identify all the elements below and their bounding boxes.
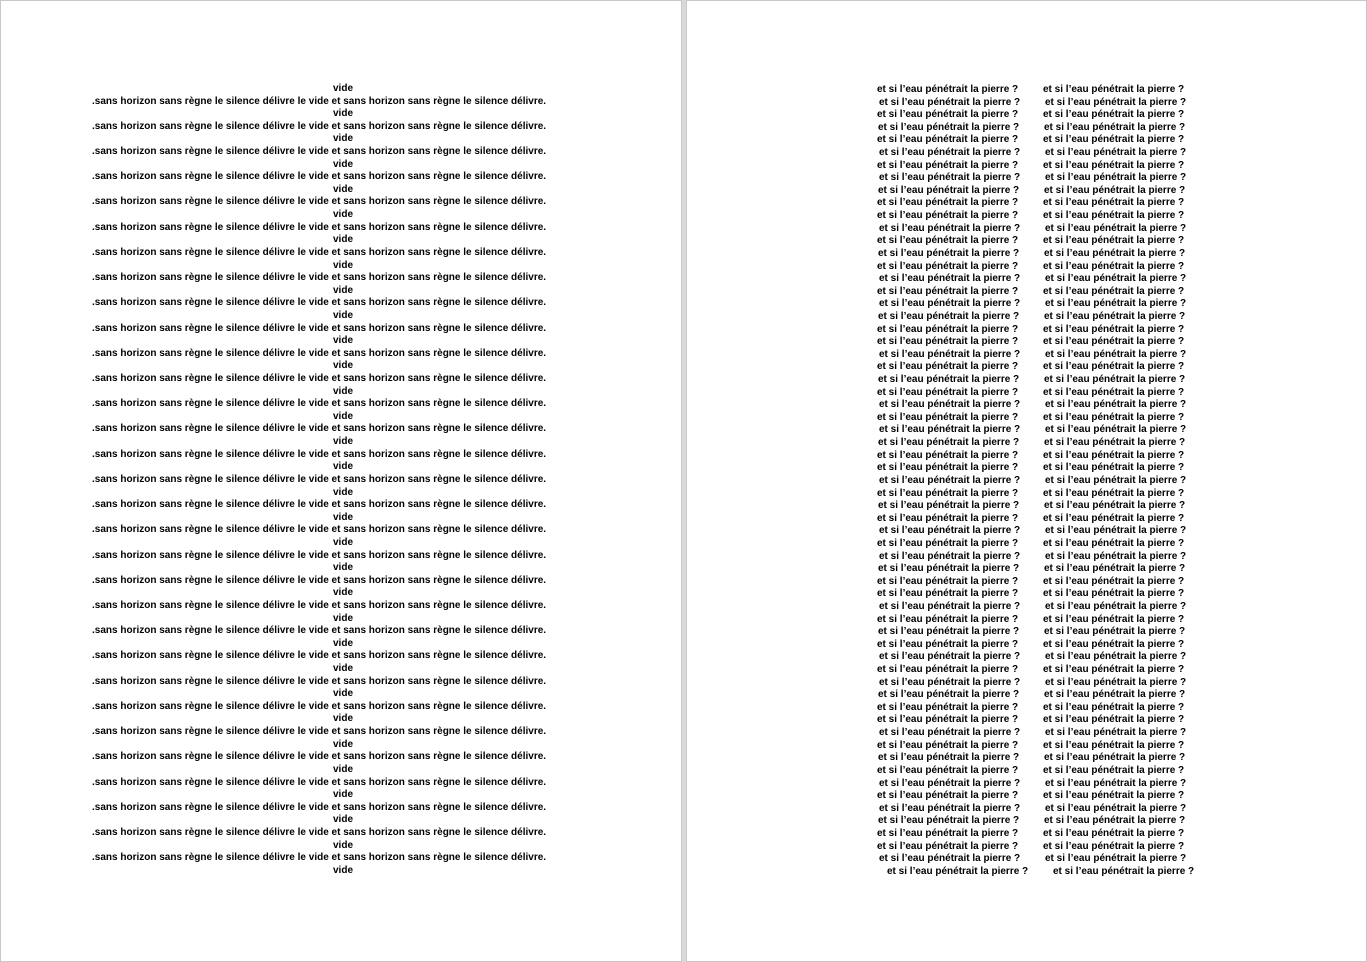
eau-phrase-right: et si l’eau pénétrait la pierre ? — [1045, 222, 1187, 234]
eau-phrase-right: et si l’eau pénétrait la pierre ? — [1045, 600, 1187, 612]
eau-line — [687, 462, 1367, 475]
sans-horizon-line: .sans horizon sans règne le silence délivre le vide et sans horizon sans règne le silence délivre. — [92, 549, 547, 561]
eau-phrase-right: et si l’eau pénétrait la pierre ? — [1044, 500, 1186, 512]
sans-horizon-line: .sans horizon sans règne le silence délivre le vide et sans horizon sans règne le silence délivre. — [92, 776, 547, 788]
eau-phrase-left: et si l’eau pénétrait la pierre ? — [879, 727, 1021, 739]
eau-line — [687, 626, 1367, 639]
eau-phrase-right: et si l’eau pénétrait la pierre ? — [1043, 235, 1185, 247]
eau-line — [687, 311, 1367, 324]
sans-horizon-line: .sans horizon sans règne le silence délivre le vide et sans horizon sans règne le silence délivre. — [92, 751, 547, 763]
eau-phrase-right: et si l’eau pénétrait la pierre ? — [1045, 298, 1187, 310]
eau-line — [687, 651, 1367, 664]
eau-line — [687, 84, 1367, 97]
eau-phrase-right: et si l’eau pénétrait la pierre ? — [1045, 172, 1187, 184]
sans-horizon-line: .sans horizon sans règne le silence délivre le vide et sans horizon sans règne le silence délivre. — [92, 423, 547, 435]
eau-phrase-left: et si l’eau pénétrait la pierre ? — [877, 210, 1019, 222]
eau-phrase-right: et si l’eau pénétrait la pierre ? — [1044, 752, 1186, 764]
eau-phrase-left: et si l’eau pénétrait la pierre ? — [879, 777, 1021, 789]
eau-line — [687, 500, 1367, 513]
vide-line: vide — [333, 713, 354, 725]
eau-phrase-right: et si l’eau pénétrait la pierre ? — [1045, 424, 1187, 436]
eau-phrase-right: et si l’eau pénétrait la pierre ? — [1044, 184, 1186, 196]
sans-horizon-line: .sans horizon sans règne le silence délivre le vide et sans horizon sans règne le silence délivre. — [92, 448, 547, 460]
vide-line: vide — [333, 259, 354, 271]
sans-horizon-line: .sans horizon sans règne le silence délivre le vide et sans horizon sans règne le silence délivre. — [92, 373, 547, 385]
eau-line — [687, 815, 1367, 828]
sans-horizon-line: .sans horizon sans règne le silence délivre le vide et sans horizon sans règne le silence délivre. — [92, 574, 547, 586]
eau-phrase-left: et si l’eau pénétrait la pierre ? — [877, 764, 1019, 776]
eau-line — [687, 702, 1367, 715]
eau-line — [687, 525, 1367, 538]
eau-phrase-right: et si l’eau pénétrait la pierre ? — [1045, 474, 1187, 486]
eau-line — [687, 601, 1367, 614]
eau-phrase-right: et si l’eau pénétrait la pierre ? — [1043, 575, 1185, 587]
eau-line — [687, 778, 1367, 791]
eau-line — [687, 197, 1367, 210]
vide-line: vide — [333, 511, 354, 523]
eau-phrase-right: et si l’eau pénétrait la pierre ? — [1044, 689, 1186, 701]
eau-line — [687, 450, 1367, 463]
eau-phrase-right: et si l’eau pénétrait la pierre ? — [1043, 537, 1185, 549]
eau-line — [687, 790, 1367, 803]
vide-line: vide — [333, 738, 354, 750]
eau-phrase-left: et si l’eau pénétrait la pierre ? — [879, 600, 1021, 612]
eau-phrase-left: et si l’eau pénétrait la pierre ? — [879, 853, 1021, 865]
eau-phrase-right: et si l’eau pénétrait la pierre ? — [1044, 626, 1186, 638]
eau-phrase-right: et si l’eau pénétrait la pierre ? — [1045, 676, 1187, 688]
eau-phrase-left: et si l’eau pénétrait la pierre ? — [877, 512, 1019, 524]
eau-line — [687, 664, 1367, 677]
eau-phrase-left: et si l’eau pénétrait la pierre ? — [877, 613, 1019, 625]
eau-phrase-left: et si l’eau pénétrait la pierre ? — [877, 260, 1019, 272]
eau-line — [687, 298, 1367, 311]
eau-phrase-right: et si l’eau pénétrait la pierre ? — [1043, 109, 1185, 121]
eau-phrase-left: et si l’eau pénétrait la pierre ? — [879, 525, 1021, 537]
eau-phrase-left: et si l’eau pénétrait la pierre ? — [879, 802, 1021, 814]
sans-horizon-line: .sans horizon sans règne le silence délivre le vide et sans horizon sans règne le silence délivre. — [92, 801, 547, 813]
eau-phrase-left: et si l’eau pénétrait la pierre ? — [877, 285, 1019, 297]
eau-phrase-left: et si l’eau pénétrait la pierre ? — [877, 386, 1019, 398]
eau-phrase-right: et si l’eau pénétrait la pierre ? — [1043, 134, 1185, 146]
eau-phrase-left: et si l’eau pénétrait la pierre ? — [878, 626, 1020, 638]
eau-phrase-right: et si l’eau pénétrait la pierre ? — [1043, 790, 1185, 802]
eau-phrase-left: et si l’eau pénétrait la pierre ? — [878, 500, 1020, 512]
sans-horizon-line: .sans horizon sans règne le silence délivre le vide et sans horizon sans règne le silence délivre. — [92, 852, 547, 864]
sans-horizon-line: .sans horizon sans règne le silence délivre le vide et sans horizon sans règne le silence délivre. — [92, 297, 547, 309]
eau-phrase-left: et si l’eau pénétrait la pierre ? — [878, 310, 1020, 322]
vide-line: vide — [333, 360, 354, 372]
eau-phrase-left: et si l’eau pénétrait la pierre ? — [877, 449, 1019, 461]
eau-phrase-left: et si l’eau pénétrait la pierre ? — [877, 537, 1019, 549]
eau-phrase-right: et si l’eau pénétrait la pierre ? — [1044, 815, 1186, 827]
eau-phrase-left: et si l’eau pénétrait la pierre ? — [879, 96, 1021, 108]
eau-line — [687, 248, 1367, 261]
eau-phrase-left: et si l’eau pénétrait la pierre ? — [877, 588, 1019, 600]
eau-phrase-right: et si l’eau pénétrait la pierre ? — [1045, 550, 1187, 562]
vide-line: vide — [333, 814, 354, 826]
vide-line: vide — [333, 234, 354, 246]
eau-phrase-right: et si l’eau pénétrait la pierre ? — [1045, 348, 1187, 360]
sans-horizon-line: .sans horizon sans règne le silence délivre le vide et sans horizon sans règne le silence délivre. — [92, 599, 547, 611]
eau-line — [687, 803, 1367, 816]
eau-phrase-right: et si l’eau pénétrait la pierre ? — [1043, 638, 1185, 650]
eau-phrase-left: et si l’eau pénétrait la pierre ? — [877, 361, 1019, 373]
vide-line: vide — [333, 461, 354, 473]
sans-horizon-line: .sans horizon sans règne le silence délivre le vide et sans horizon sans règne le silence délivre. — [92, 726, 547, 738]
eau-phrase-left: et si l’eau pénétrait la pierre ? — [877, 638, 1019, 650]
eau-phrase-left: et si l’eau pénétrait la pierre ? — [878, 121, 1020, 133]
sans-horizon-line: .sans horizon sans règne le silence délivre le vide et sans horizon sans règne le silence délivre. — [92, 625, 547, 637]
eau-line — [687, 513, 1367, 526]
eau-phrase-left: et si l’eau pénétrait la pierre ? — [879, 651, 1021, 663]
eau-line — [687, 210, 1367, 223]
eau-line — [687, 399, 1367, 412]
eau-phrase-left: et si l’eau pénétrait la pierre ? — [879, 273, 1021, 285]
eau-phrase-right: et si l’eau pénétrait la pierre ? — [1043, 739, 1185, 751]
eau-phrase-left: et si l’eau pénétrait la pierre ? — [877, 701, 1019, 713]
eau-phrase-right: et si l’eau pénétrait la pierre ? — [1045, 727, 1187, 739]
vide-line: vide — [333, 637, 354, 649]
eau-phrase-right: et si l’eau pénétrait la pierre ? — [1043, 285, 1185, 297]
eau-phrase-left: et si l’eau pénétrait la pierre ? — [878, 184, 1020, 196]
vide-line: vide — [333, 284, 354, 296]
eau-line — [687, 134, 1367, 147]
eau-phrase-left: et si l’eau pénétrait la pierre ? — [878, 752, 1020, 764]
eau-phrase-left: et si l’eau pénétrait la pierre ? — [877, 714, 1019, 726]
vide-line: vide — [333, 83, 354, 94]
sans-horizon-line: .sans horizon sans règne le silence délivre le vide et sans horizon sans règne le silence délivre. — [92, 398, 547, 410]
eau-line — [687, 614, 1367, 627]
eau-line — [687, 714, 1367, 727]
vide-line: vide — [333, 108, 354, 120]
eau-phrase-right: et si l’eau pénétrait la pierre ? — [1043, 613, 1185, 625]
eau-phrase-right: et si l’eau pénétrait la pierre ? — [1043, 701, 1185, 713]
eau-phrase-right: et si l’eau pénétrait la pierre ? — [1053, 865, 1195, 877]
eau-phrase-left: et si l’eau pénétrait la pierre ? — [879, 424, 1021, 436]
eau-phrase-right: et si l’eau pénétrait la pierre ? — [1045, 651, 1187, 663]
page-left — [0, 0, 682, 962]
eau-phrase-right: et si l’eau pénétrait la pierre ? — [1043, 361, 1185, 373]
sans-horizon-line: .sans horizon sans règne le silence délivre le vide et sans horizon sans règne le silence délivre. — [92, 322, 547, 334]
eau-phrase-left: et si l’eau pénétrait la pierre ? — [879, 172, 1021, 184]
eau-phrase-right: et si l’eau pénétrait la pierre ? — [1043, 197, 1185, 209]
eau-phrase-left: et si l’eau pénétrait la pierre ? — [879, 399, 1021, 411]
eau-line — [687, 538, 1367, 551]
eau-phrase-right: et si l’eau pénétrait la pierre ? — [1043, 840, 1185, 852]
eau-phrase-right: et si l’eau pénétrait la pierre ? — [1043, 449, 1185, 461]
sans-horizon-line: .sans horizon sans règne le silence délivre le vide et sans horizon sans règne le silence délivre. — [92, 675, 547, 687]
eau-phrase-right: et si l’eau pénétrait la pierre ? — [1043, 588, 1185, 600]
eau-line — [687, 235, 1367, 248]
left-poem — [1, 83, 682, 877]
eau-phrase-left: et si l’eau pénétrait la pierre ? — [879, 147, 1021, 159]
eau-phrase-left: et si l’eau pénétrait la pierre ? — [878, 815, 1020, 827]
vide-line: vide — [333, 309, 354, 321]
vide-line: vide — [333, 536, 354, 548]
eau-line — [687, 437, 1367, 450]
eau-phrase-left: et si l’eau pénétrait la pierre ? — [878, 374, 1020, 386]
eau-line — [687, 412, 1367, 425]
vide-line: vide — [333, 789, 354, 801]
eau-line — [687, 828, 1367, 841]
eau-phrase-right: et si l’eau pénétrait la pierre ? — [1045, 802, 1187, 814]
eau-line — [687, 223, 1367, 236]
eau-phrase-left: et si l’eau pénétrait la pierre ? — [877, 739, 1019, 751]
vide-line: vide — [333, 436, 354, 448]
eau-phrase-right: et si l’eau pénétrait la pierre ? — [1043, 159, 1185, 171]
vide-line: vide — [333, 183, 354, 195]
eau-phrase-left: et si l’eau pénétrait la pierre ? — [877, 840, 1019, 852]
vide-line: vide — [333, 864, 354, 876]
right-poem — [687, 84, 1367, 878]
eau-line — [687, 551, 1367, 564]
eau-phrase-left: et si l’eau pénétrait la pierre ? — [877, 235, 1019, 247]
eau-line — [687, 349, 1367, 362]
eau-line — [687, 273, 1367, 286]
eau-line — [687, 639, 1367, 652]
eau-phrase-left: et si l’eau pénétrait la pierre ? — [877, 134, 1019, 146]
sans-horizon-line: .sans horizon sans règne le silence délivre le vide et sans horizon sans règne le silence délivre. — [92, 146, 547, 158]
vide-line: vide — [333, 839, 354, 851]
eau-line — [687, 374, 1367, 387]
eau-phrase-right: et si l’eau pénétrait la pierre ? — [1045, 96, 1187, 108]
vide-line: vide — [333, 133, 354, 145]
sans-horizon-line: .sans horizon sans règne le silence délivre le vide et sans horizon sans règne le silence délivre. — [92, 95, 547, 107]
eau-line — [687, 563, 1367, 576]
eau-phrase-left: et si l’eau pénétrait la pierre ? — [877, 159, 1019, 171]
eau-phrase-left: et si l’eau pénétrait la pierre ? — [877, 664, 1019, 676]
eau-line — [687, 588, 1367, 601]
eau-phrase-right: et si l’eau pénétrait la pierre ? — [1043, 210, 1185, 222]
sans-horizon-line: .sans horizon sans règne le silence délivre le vide et sans horizon sans règne le silence délivre. — [92, 171, 547, 183]
sans-horizon-line: .sans horizon sans règne le silence délivre le vide et sans horizon sans règne le silence délivre. — [92, 499, 547, 511]
eau-line — [687, 97, 1367, 110]
sans-horizon-line: .sans horizon sans règne le silence délivre le vide et sans horizon sans règne le silence délivre. — [92, 700, 547, 712]
eau-line — [687, 172, 1367, 185]
vide-line: vide — [333, 158, 354, 170]
sans-horizon-line: .sans horizon sans règne le silence délivre le vide et sans horizon sans règne le silence délivre. — [92, 272, 547, 284]
eau-phrase-right: et si l’eau pénétrait la pierre ? — [1045, 147, 1187, 159]
eau-phrase-right: et si l’eau pénétrait la pierre ? — [1044, 437, 1186, 449]
eau-phrase-left: et si l’eau pénétrait la pierre ? — [877, 336, 1019, 348]
eau-phrase-right: et si l’eau pénétrait la pierre ? — [1043, 714, 1185, 726]
eau-phrase-left: et si l’eau pénétrait la pierre ? — [878, 689, 1020, 701]
eau-line — [687, 286, 1367, 299]
vide-line: vide — [333, 410, 354, 422]
eau-phrase-left: et si l’eau pénétrait la pierre ? — [879, 474, 1021, 486]
eau-phrase-left: et si l’eau pénétrait la pierre ? — [877, 84, 1019, 95]
eau-phrase-right: et si l’eau pénétrait la pierre ? — [1043, 664, 1185, 676]
eau-line — [687, 185, 1367, 198]
eau-phrase-left: et si l’eau pénétrait la pierre ? — [879, 348, 1021, 360]
eau-phrase-left: et si l’eau pénétrait la pierre ? — [879, 298, 1021, 310]
eau-phrase-right: et si l’eau pénétrait la pierre ? — [1045, 399, 1187, 411]
eau-phrase-right: et si l’eau pénétrait la pierre ? — [1043, 512, 1185, 524]
sans-horizon-line: .sans horizon sans règne le silence délivre le vide et sans horizon sans règne le silence délivre. — [92, 826, 547, 838]
eau-phrase-right: et si l’eau pénétrait la pierre ? — [1043, 323, 1185, 335]
sans-horizon-line: .sans horizon sans règne le silence délivre le vide et sans horizon sans règne le silence délivre. — [92, 347, 547, 359]
eau-phrase-right: et si l’eau pénétrait la pierre ? — [1043, 827, 1185, 839]
eau-phrase-right: et si l’eau pénétrait la pierre ? — [1043, 411, 1185, 423]
eau-phrase-left: et si l’eau pénétrait la pierre ? — [877, 575, 1019, 587]
eau-phrase-left: et si l’eau pénétrait la pierre ? — [877, 487, 1019, 499]
sans-horizon-line: .sans horizon sans règne le silence délivre le vide et sans horizon sans règne le silence délivre. — [92, 120, 547, 132]
sans-horizon-line: .sans horizon sans règne le silence délivre le vide et sans horizon sans règne le silence délivre. — [92, 246, 547, 258]
eau-line — [687, 752, 1367, 765]
vide-line: vide — [333, 385, 354, 397]
sans-horizon-line: .sans horizon sans règne le silence délivre le vide et sans horizon sans règne le silence délivre. — [92, 196, 547, 208]
eau-line — [687, 261, 1367, 274]
eau-phrase-right: et si l’eau pénétrait la pierre ? — [1044, 374, 1186, 386]
eau-line — [687, 689, 1367, 702]
eau-line — [687, 488, 1367, 501]
page-right — [686, 0, 1367, 962]
eau-phrase-left: et si l’eau pénétrait la pierre ? — [887, 865, 1029, 877]
eau-line — [687, 866, 1367, 879]
eau-phrase-right: et si l’eau pénétrait la pierre ? — [1045, 525, 1187, 537]
eau-phrase-left: et si l’eau pénétrait la pierre ? — [877, 790, 1019, 802]
eau-line — [687, 475, 1367, 488]
sans-horizon-line: .sans horizon sans règne le silence délivre le vide et sans horizon sans règne le silence délivre. — [92, 524, 547, 536]
eau-phrase-left: et si l’eau pénétrait la pierre ? — [878, 437, 1020, 449]
eau-line — [687, 576, 1367, 589]
vide-line: vide — [333, 335, 354, 347]
eau-phrase-left: et si l’eau pénétrait la pierre ? — [878, 247, 1020, 259]
eau-phrase-right: et si l’eau pénétrait la pierre ? — [1045, 777, 1187, 789]
eau-line — [687, 765, 1367, 778]
eau-line — [687, 424, 1367, 437]
vide-line: vide — [333, 562, 354, 574]
eau-phrase-right: et si l’eau pénétrait la pierre ? — [1044, 121, 1186, 133]
vide-line: vide — [333, 688, 354, 700]
eau-phrase-right: et si l’eau pénétrait la pierre ? — [1044, 310, 1186, 322]
eau-phrase-left: et si l’eau pénétrait la pierre ? — [879, 550, 1021, 562]
eau-phrase-left: et si l’eau pénétrait la pierre ? — [879, 676, 1021, 688]
sans-horizon-line: .sans horizon sans règne le silence délivre le vide et sans horizon sans règne le silence délivre. — [92, 650, 547, 662]
eau-line — [687, 841, 1367, 854]
eau-line — [687, 361, 1367, 374]
eau-line — [687, 677, 1367, 690]
eau-phrase-left: et si l’eau pénétrait la pierre ? — [877, 411, 1019, 423]
vide-line: vide — [333, 209, 354, 221]
eau-phrase-right: et si l’eau pénétrait la pierre ? — [1044, 563, 1186, 575]
sans-horizon-line: .sans horizon sans règne le silence délivre le vide et sans horizon sans règne le silence délivre. — [92, 221, 547, 233]
eau-line — [687, 740, 1367, 753]
eau-line — [687, 387, 1367, 400]
eau-phrase-left: et si l’eau pénétrait la pierre ? — [879, 222, 1021, 234]
eau-line — [687, 727, 1367, 740]
eau-phrase-left: et si l’eau pénétrait la pierre ? — [877, 197, 1019, 209]
eau-phrase-left: et si l’eau pénétrait la pierre ? — [877, 462, 1019, 474]
eau-line — [687, 122, 1367, 135]
eau-phrase-left: et si l’eau pénétrait la pierre ? — [877, 323, 1019, 335]
eau-phrase-left: et si l’eau pénétrait la pierre ? — [877, 109, 1019, 121]
eau-line — [687, 160, 1367, 173]
eau-phrase-right: et si l’eau pénétrait la pierre ? — [1045, 853, 1187, 865]
eau-phrase-right: et si l’eau pénétrait la pierre ? — [1043, 462, 1185, 474]
eau-phrase-right: et si l’eau pénétrait la pierre ? — [1043, 487, 1185, 499]
eau-phrase-right: et si l’eau pénétrait la pierre ? — [1045, 273, 1187, 285]
eau-phrase-left: et si l’eau pénétrait la pierre ? — [877, 827, 1019, 839]
vide-line: vide — [333, 486, 354, 498]
eau-line — [687, 853, 1367, 866]
vide-line: vide — [333, 663, 354, 675]
eau-line — [687, 147, 1367, 160]
eau-phrase-right: et si l’eau pénétrait la pierre ? — [1043, 84, 1185, 95]
eau-line — [687, 336, 1367, 349]
eau-phrase-right: et si l’eau pénétrait la pierre ? — [1043, 336, 1185, 348]
eau-phrase-right: et si l’eau pénétrait la pierre ? — [1044, 247, 1186, 259]
eau-line — [687, 324, 1367, 337]
eau-phrase-right: et si l’eau pénétrait la pierre ? — [1043, 260, 1185, 272]
vide-line: vide — [333, 587, 354, 599]
eau-phrase-right: et si l’eau pénétrait la pierre ? — [1043, 764, 1185, 776]
vide-line: vide — [333, 612, 354, 624]
vide-line: vide — [333, 763, 354, 775]
eau-line — [687, 109, 1367, 122]
sans-horizon-line: .sans horizon sans règne le silence délivre le vide et sans horizon sans règne le silence délivre. — [92, 473, 547, 485]
eau-phrase-left: et si l’eau pénétrait la pierre ? — [878, 563, 1020, 575]
eau-phrase-right: et si l’eau pénétrait la pierre ? — [1043, 386, 1185, 398]
